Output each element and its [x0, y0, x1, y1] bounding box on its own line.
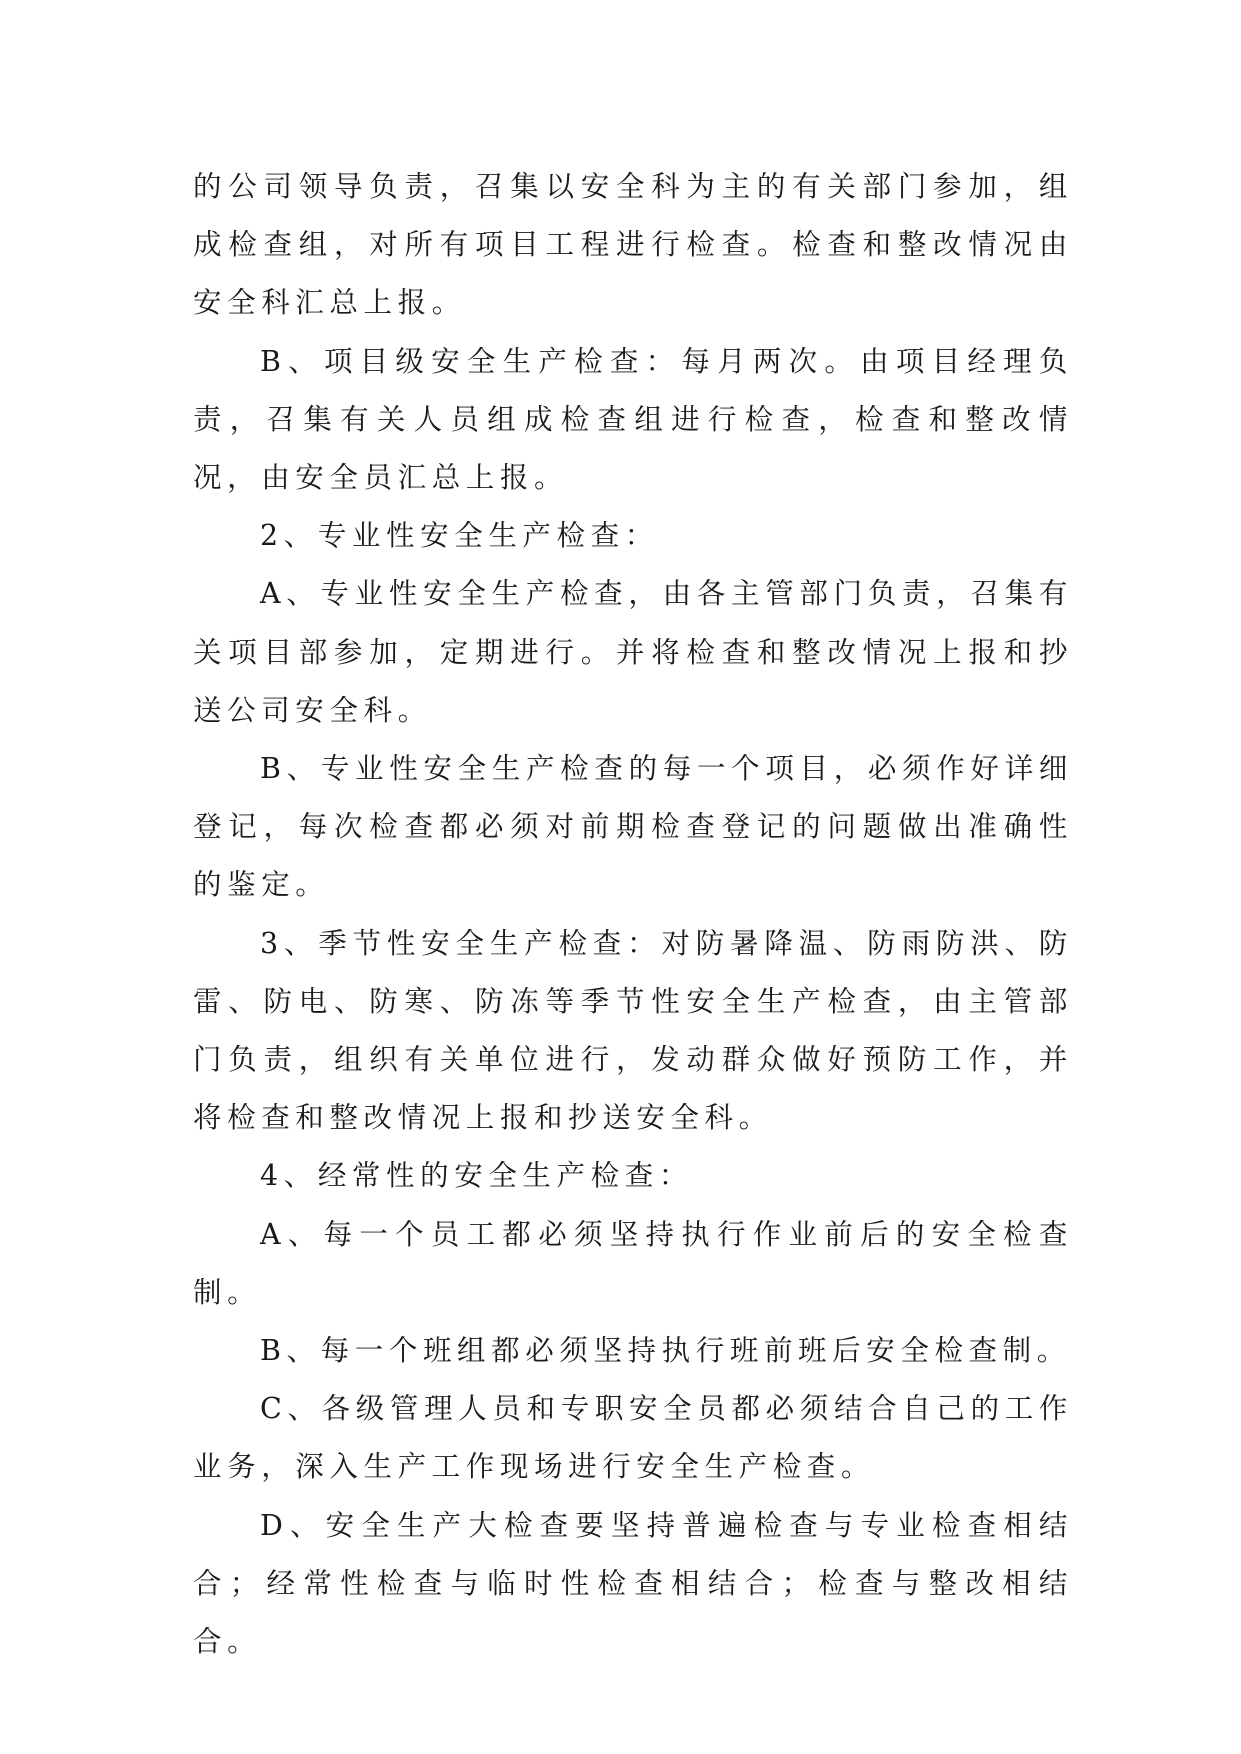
paragraph-item-b-professional: B、专业性安全生产检查的每一个项目，必须作好详细登记，每次检查都必须对前期检查登记的问题做出准确性的鉴定。 [193, 752, 1073, 902]
paragraph-item-a-regular: A、每一个员工都必须坚持执行作业前后的安全检查制。 [193, 1217, 1073, 1309]
paragraph-heading-professional-check: 2、专业性安全生产检查： [260, 519, 659, 553]
paragraph-item-c-regular: C、各级管理人员和专职安全员都必须结合自己的工作业务，深入生产工作现场进行安全生产检查。 [193, 1392, 1073, 1484]
paragraph-item-d-regular: D、安全生产大检查要坚持普遍检查与专业检查相结合；经常性检查与临时性检查相结合；检查与整改相结合。 [193, 1508, 1073, 1659]
paragraph-item-b-project-check: B、项目级安全生产检查：每月两次。由项目经理负责，召集有关人员组成检查组进行检查，检查和整改情况，由安全员汇总上报。 [193, 344, 1073, 495]
paragraph-continuation: 的公司领导负责，召集以安全科为主的有关部门参加，组成检查组，对所有项目工程进行检查。检查和整改情况由安全科汇总上报。 [193, 170, 1073, 320]
document-body [193, 158, 1073, 1671]
paragraph-item-a-professional: A、专业性安全生产检查，由各主管部门负责，召集有关项目部参加，定期进行。并将检查和整改情况上报和抄送公司安全科。 [193, 577, 1073, 727]
paragraph-item-b-regular: B、每一个班组都必须坚持执行班前班后安全检查制。 [260, 1334, 1071, 1368]
paragraph-heading-regular-check: 4、经常性的安全生产检查： [260, 1159, 693, 1193]
paragraph-heading-seasonal-check: 3、季节性安全生产检查：对防暑降温、防雨防洪、防雷、防电、防寒、防冻等季节性安全生产检查，由主管部门负责，组织有关单位进行，发动群众做好预防工作，并将检查和整改情况上报和抄送安全科。 [193, 926, 1073, 1135]
